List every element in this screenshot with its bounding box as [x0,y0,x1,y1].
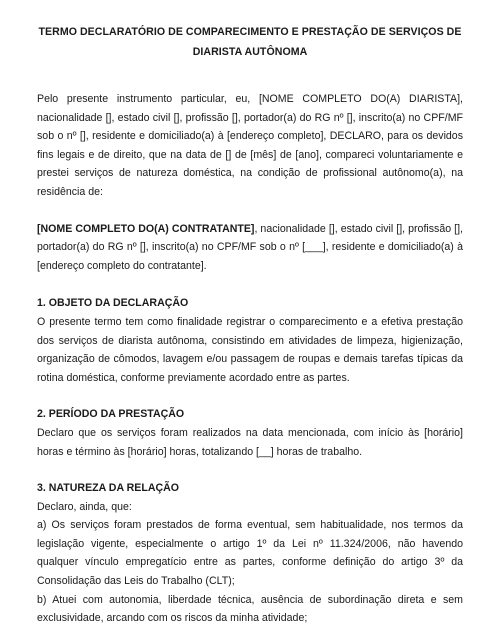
section-body: Declaro que os serviços foram realizados na data mencionada, com início às [horário] horas e término às [horário] horas, totalizando [__] horas de trabalho. [37,426,463,458]
section-body: O presente termo tem como finalidade registrar o comparecimento e a efetiva prestação dos serviços de diarista autônoma, consistindo em atividades de limpeza, higienização, organização de cômodos, lavagem e/ou passagem de roupas e demais tarefas típicas da rotina doméstica, conforme previamente acordado entre as partes. [37,315,463,384]
contractor-name: [NOME COMPLETO DO(A) CONTRATANTE] [37,222,255,235]
list-item-b: b) Atuei com autonomia, liberdade técnica, ausência de subordinação direta e sem exclusividade, arcando com os riscos da minha atividade; [37,593,463,625]
section-objeto [37,294,463,387]
section-periodo [37,405,463,461]
section-heading: 1. OBJETO DA DECLARAÇÃO [37,297,189,310]
intro-paragraph: Pelo presente instrumento particular, eu, [NOME COMPLETO DO(A) DIARISTA], nacionalidade [], estado civil [], profissão [], portador(a) do RG nº [], inscrito(a) no CPF/MF sob o nº [], residente e domiciliado(a) à [endereço completo], DECLARO, para os devidos fins legais e de direito, que na data de [] de [mês] de [ano], compareci voluntariamente e prestei serviços de natureza doméstica, na condição de profissional autônomo(a), na residência de: [37,93,463,198]
document-title [37,22,463,62]
section-heading: 3. NATUREZA DA RELAÇÃO [37,482,180,495]
contractor-details: , nacionalidade [], estado civil [], profissão [], portador(a) do RG nº [], inscrito(a) no CPF/MF sob o nº [___], residente e domiciliado(a) à [endereço completo do contratante]. [37,222,463,272]
document-title-line-2: DIARISTA AUTÔNOMA [192,46,308,58]
list-item-a: a) Os serviços foram prestados de forma eventual, sem habitualidade, nos termos da legislação vigente, especialmente o artigo 1º da Lei nº 11.324/2006, não havendo qualquer vínculo empregatício entre as partes, conforme definição do artigo 3º da Consolidação das Leis do Trabalho (CLT); [37,519,463,588]
section-natureza [37,479,463,628]
contractor-paragraph [37,220,463,276]
section-intro: Declaro, ainda, que: [37,500,132,513]
document-title-line-1: TERMO DECLARATÓRIO DE COMPARECIMENTO E PRESTAÇÃO DE SERVIÇOS DE [38,26,462,38]
section-heading: 2. PERÍODO DA PRESTAÇÃO [37,408,185,421]
